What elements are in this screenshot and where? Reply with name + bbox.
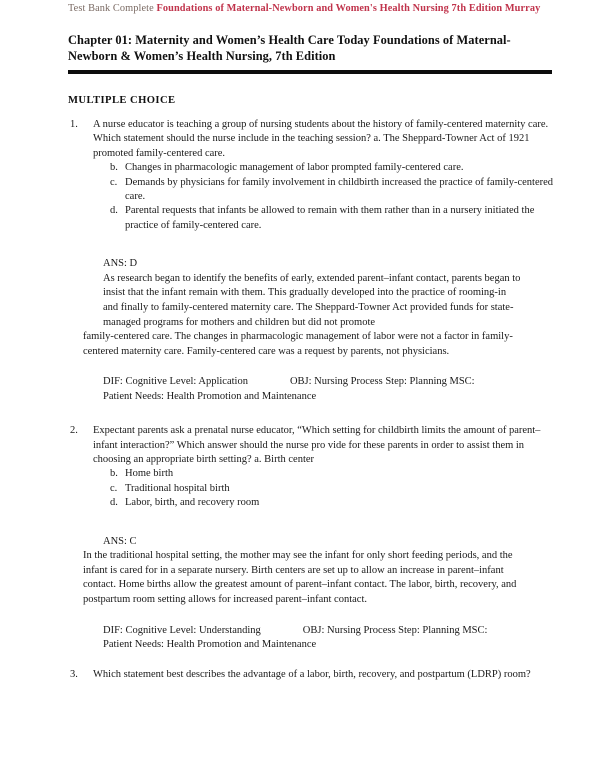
- rationale-text: In the traditional hospital setting, the mother may see the infant for only short feeding periods, and the infant is cared for in a separate nursery. Birth centers are set up to allow an increase in parent–infant contact. Home births allow the greatest amount of parent–infant contact. The labor, birth, recovery, and postpartum room setting allows for increased parent–infant contact.: [83, 550, 517, 606]
- option-text: Changes in pharmacologic management of labor prompted family-centered care.: [125, 162, 464, 174]
- running-header: [68, 2, 552, 15]
- question-list: [0, 118, 600, 683]
- answer-option[interactable]: [0, 467, 600, 481]
- question-stem: [0, 424, 600, 467]
- metadata-line-two: Patient Needs: Health Promotion and Maintenance: [103, 639, 317, 651]
- question-number: 2.: [70, 425, 78, 437]
- question-item: [0, 668, 600, 682]
- metadata-objective: OBJ: Nursing Process Step: Planning MSC:: [289, 376, 475, 388]
- answer-explanation: [0, 535, 600, 608]
- header-prefix: Test Bank Complete: [68, 3, 157, 14]
- answer-explanation: [0, 257, 600, 359]
- rationale-text-continued: family-centered care. The changes in pharmacologic management of labor were not a factor in family-centered maternity care. Family-centered care was a request by parents, not physicians.: [83, 331, 513, 357]
- metadata-line-one: [103, 624, 562, 638]
- question-number: 1.: [70, 119, 78, 130]
- question-stem-text: Which statement best describes the advantage of a labor, birth, recovery, and postpartum (LDRP) room?: [93, 669, 531, 681]
- option-letter: c.: [110, 482, 118, 494]
- answer-options: [0, 161, 600, 233]
- metadata-difficulty: DIF: Cognitive Level: Application: [103, 376, 248, 388]
- option-text: Parental requests that infants be allowed to remain with them rather than in a nursery initiated the practice of family-centered care.: [125, 205, 535, 231]
- answer-key-label: ANS: C: [103, 535, 137, 547]
- answer-option[interactable]: [0, 496, 600, 510]
- page-title: Chapter 01: Maternity and Women’s Health Care Today Foundations of Maternal-Newborn & Women’s Health Nursing, 7th Edition: [68, 33, 511, 64]
- question-metadata: [0, 624, 600, 653]
- section-heading-multiple-choice: MULTIPLE CHOICE: [68, 95, 176, 106]
- option-letter: c.: [110, 176, 118, 188]
- question-stem-text: A nurse educator is teaching a group of nursing students about the history of family-centered maternity care. Which statement should the nurse include in the teaching session? a. The Sheppard-Towner Act of 1921 promoted family-centered care.: [93, 119, 549, 159]
- metadata-objective: OBJ: Nursing Process Step: Planning MSC:: [302, 624, 488, 636]
- metadata-line-one: [103, 375, 562, 389]
- rationale-text: As research began to identify the benefits of early, extended parent–infant contact, parents began to insist that the infant remain with them. This gradually developed into the practice of rooming-in and finally to family-centered maternity care. The Sheppard-Towner Act provided funds for state-managed programs for mothers and children but did not promote: [103, 272, 521, 328]
- question-metadata: [0, 375, 600, 404]
- option-letter: b.: [110, 468, 118, 480]
- question-stem: [0, 668, 600, 682]
- option-letter: d.: [110, 497, 118, 509]
- question-item: [0, 118, 600, 404]
- question-item: [0, 424, 600, 652]
- option-text: Labor, birth, and recovery room: [125, 497, 260, 509]
- question-number: 3.: [70, 669, 78, 681]
- option-text: Demands by physicians for family involvement in childbirth increased the practice of family-centered care.: [125, 176, 554, 203]
- answer-options: [0, 467, 600, 510]
- answer-option[interactable]: [0, 482, 600, 496]
- metadata-line-two: Patient Needs: Health Promotion and Maintenance: [103, 390, 317, 402]
- answer-key-label: ANS: D: [103, 258, 138, 270]
- option-letter: d.: [110, 205, 118, 217]
- answer-option[interactable]: [0, 204, 600, 233]
- question-stem-text: Expectant parents ask a prenatal nurse educator, “Which setting for childbirth limits the amount of parent–infant interaction?” Which answer should the nurse pro vide for these parents in order to assist them in choosing an appropriate birth setting? a. Birth center: [93, 425, 541, 466]
- header-book-title: Foundations of Maternal-Newborn and Women's Health Nursing 7th Edition Murray: [156, 3, 541, 14]
- question-stem: [0, 118, 600, 161]
- option-text: Home birth: [125, 468, 174, 480]
- answer-option[interactable]: [0, 176, 600, 205]
- metadata-difficulty: DIF: Cognitive Level: Understanding: [103, 624, 261, 636]
- title-divider-rule: [68, 70, 552, 74]
- option-letter: b.: [110, 162, 118, 174]
- option-text: Traditional hospital birth: [125, 482, 230, 494]
- answer-option[interactable]: [0, 161, 600, 175]
